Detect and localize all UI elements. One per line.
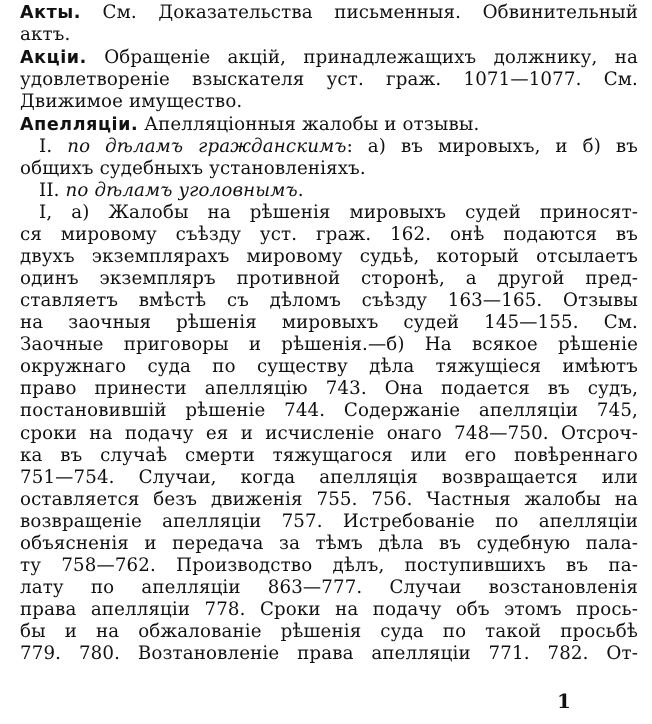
entry-headword: Апелляціи.: [20, 115, 139, 135]
entry-text: удовлетвореніе взыскателя уст. граж. 1071—1077. См.: [20, 69, 638, 90]
page-number: 1: [557, 689, 571, 713]
item-text: : а) въ мировыхъ, и б) въ: [346, 136, 638, 157]
body-line: сроки на подачу ея и исчисленіе онаго 748—750. Отсроч-: [20, 423, 638, 444]
item-italic-heading: по дѣламъ уголовнымъ: [65, 180, 298, 201]
item-text: общихъ судебныхъ установленіяхъ.: [20, 158, 366, 179]
body-line: объясненія и передача за тѣмъ дѣла въ судебную пала-: [20, 533, 638, 554]
entry-apellyatsii-line-1: [20, 114, 638, 136]
body-line: на заочныя рѣшенія мировыхъ судей 145—155. См.: [20, 312, 638, 333]
body-line: лату по апелляціи 863—777. Случаи возстановленія: [20, 577, 638, 598]
item-number: II.: [39, 180, 66, 201]
body-line: право принести апелляцію 743. Она подается въ судъ,: [20, 378, 638, 399]
entry-text: См. Доказательства письменныя. Обвинительный: [81, 2, 638, 23]
entry-aktsii-line-1: [20, 47, 638, 69]
body-line: возвращеніе апелляціи 757. Истребованіе по апелляціи: [20, 511, 638, 532]
entry-headword: Акціи.: [20, 48, 87, 68]
body-line: права апелляціи 778. Сроки на подачу объ этомъ прось-: [20, 599, 638, 620]
body-line: двухъ экземплярахъ мировому судьѣ, который отсылаетъ: [20, 246, 638, 267]
section-item-2: [39, 180, 638, 202]
body-line: окружнаго суда по существу дѣла тяжущіеся имѣютъ: [20, 356, 638, 377]
section-item-1-cont: [20, 158, 638, 180]
body-line: постановившій рѣшеніе 744. Содержаніе апелляціи 745,: [20, 400, 638, 421]
body-line: I, а) Жалобы на рѣшенія мировыхъ судей приносят-: [39, 202, 638, 223]
entry-text: Обращеніе акцій, принадлежащихъ должнику, на: [86, 47, 638, 68]
body-line: ка въ случаѣ смерти тяжущагося или его повѣреннаго: [20, 445, 638, 466]
entry-headword: Акты.: [20, 3, 82, 23]
entry-akty-line-2: [20, 24, 638, 46]
body-line: бы и на обжалованіе рѣшенія суда по такой просьбѣ: [20, 621, 638, 642]
entry-text: Движимое имущество.: [20, 91, 243, 112]
body-line: ся мировому съѣзду уст. граж. 162. онѣ подаются въ: [20, 224, 638, 245]
entry-text: актъ.: [20, 24, 71, 45]
section-item-1: [39, 136, 638, 158]
body-line: одинъ экземпляръ противной сторонѣ, а другой пред-: [20, 268, 638, 289]
body-line: ставляетъ вмѣстѣ съ дѣломъ съѣзду 163—165. Отзывы: [20, 290, 638, 311]
body-line: Заочные приговоры и рѣшенія.—б) На всякое рѣшеніе: [20, 334, 638, 355]
body-line: 779. 780. Возтановленіе права апелляціи 771. 782. От-: [20, 643, 638, 664]
body-line: ту 758—762. Производство дѣлъ, поступившихъ въ па-: [20, 555, 638, 576]
entry-aktsii-line-2: [20, 69, 638, 91]
entry-text: Апелляціонныя жалобы и отзывы.: [138, 114, 480, 135]
body-line: оставляется безъ движенія 755. 756. Частныя жалобы на: [20, 489, 638, 510]
body-line: 751—754. Случаи, когда апелляція возвращается или: [20, 467, 638, 488]
entry-aktsii-line-3: [20, 91, 638, 113]
item-number: I.: [39, 136, 68, 157]
item-text: .: [297, 180, 304, 201]
entry-akty-line-1: [20, 2, 638, 24]
item-italic-heading: по дѣламъ гражданскимъ: [67, 136, 347, 157]
